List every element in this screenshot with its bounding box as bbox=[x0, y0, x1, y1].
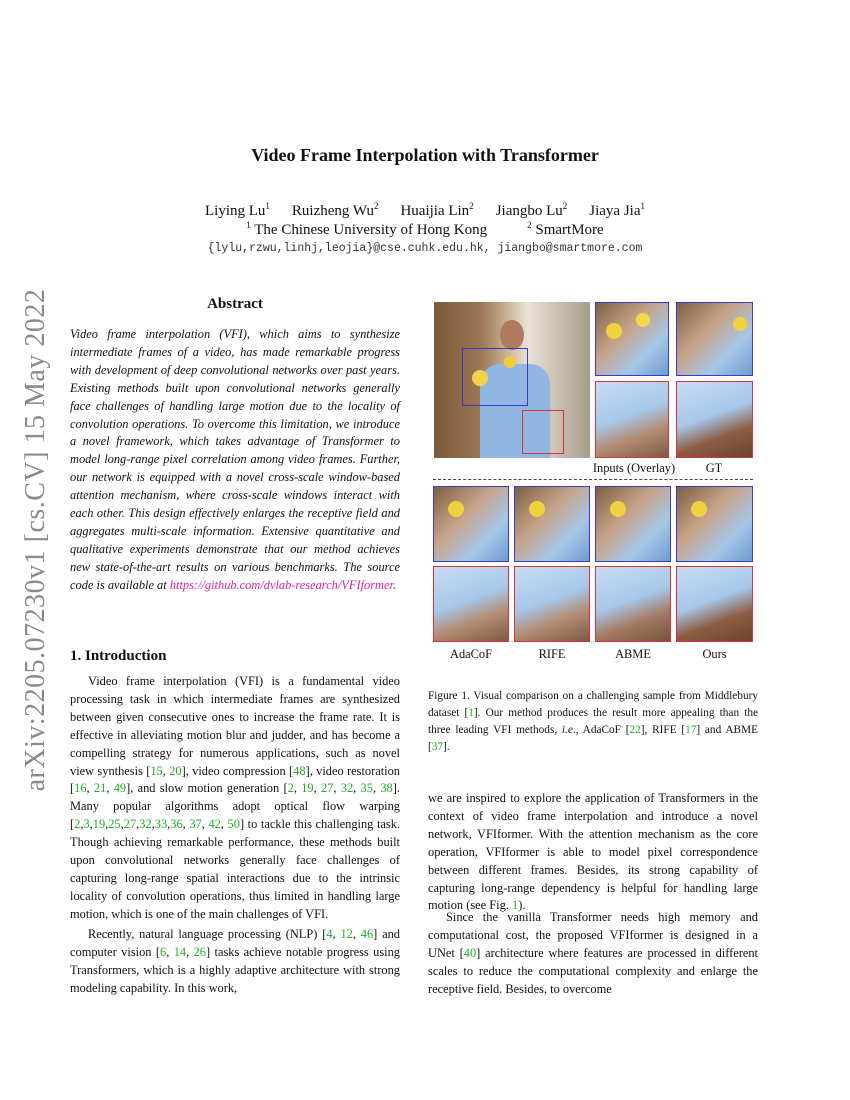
text-run: , bbox=[105, 817, 109, 832]
affiliation-number: 1 bbox=[246, 220, 251, 230]
text-run: Video frame interpolation (VFI) is a fundamental video processing task in which intermediate frames are synthesized between given consecutive ones to increase the frame rate. It is effective in alleviating motion blur and judder, and has become a compelling strategy for numerous applications, such as novel view synthesis [ bbox=[70, 674, 400, 778]
figure-abme-red-crop bbox=[595, 566, 671, 642]
figure-label-adacof: AdaCoF bbox=[450, 647, 492, 661]
citation-link[interactable]: 35 bbox=[360, 781, 373, 796]
text-run: , bbox=[353, 781, 361, 796]
text-run: , bbox=[293, 781, 302, 796]
text-run: Recently, natural language processing (NLP) [ bbox=[88, 927, 327, 941]
figure-divider bbox=[433, 479, 753, 480]
text-run: ] tasks achieve notable progress using Transformers, which is a highly adaptive architecture with strong modeling capability. In this work, bbox=[70, 944, 400, 995]
citation-link[interactable]: 48 bbox=[293, 763, 306, 778]
author-name: Jiangbo Lu$^2$ bbox=[495, 201, 568, 219]
text-run: , bbox=[106, 781, 114, 796]
figure-adacof-red-crop bbox=[433, 566, 509, 642]
citation-link[interactable]: 19 bbox=[92, 817, 106, 832]
citation-link[interactable]: 12 bbox=[340, 927, 353, 941]
figure-rife-blue-crop bbox=[514, 486, 590, 562]
section-heading-introduction: 1. Introduction bbox=[70, 648, 167, 664]
author-name: Liying Lu$^1$ bbox=[205, 201, 270, 219]
figure-adacof-blue-crop bbox=[433, 486, 509, 562]
figure-caption bbox=[428, 688, 758, 756]
citation-link[interactable]: 37 bbox=[189, 817, 202, 832]
citation-link[interactable]: 14 bbox=[173, 944, 187, 959]
citation-link[interactable]: 6 bbox=[160, 944, 167, 959]
citation-link[interactable]: 22 bbox=[629, 724, 641, 736]
text-run: , bbox=[220, 817, 228, 832]
intro-paragraph-2 bbox=[70, 926, 400, 998]
citation-link[interactable]: 2 bbox=[287, 781, 294, 796]
intro-paragraph-1 bbox=[70, 673, 400, 924]
text-run: , bbox=[186, 944, 194, 959]
text-run: , bbox=[166, 944, 174, 959]
figure-input-red-crop bbox=[595, 381, 669, 458]
arxiv-id: arXiv:2205.07230v1 [cs.CV] 15 May 2022 bbox=[20, 288, 51, 792]
figure-gt-red-crop bbox=[676, 381, 753, 458]
text-run: Figure 1. Visual comparison on a challenging sample from Middlebury dataset [ bbox=[428, 690, 758, 719]
citation-link[interactable]: 4 bbox=[326, 927, 333, 941]
text-run: , bbox=[86, 781, 94, 796]
figure-rife-red-crop bbox=[514, 566, 590, 642]
text-run: ). bbox=[518, 898, 526, 913]
text-run: ], video compression [ bbox=[181, 763, 294, 778]
citation-link[interactable]: 21 bbox=[93, 781, 107, 796]
citation-link[interactable]: 32 bbox=[340, 781, 354, 796]
citation-link[interactable]: 1 bbox=[468, 707, 474, 719]
citation-link[interactable]: 42 bbox=[208, 817, 221, 832]
figure-label-gt: GT bbox=[705, 461, 723, 475]
figure-label-ours: Ours bbox=[702, 647, 727, 661]
text-run: , bbox=[333, 781, 341, 796]
text-run: , bbox=[167, 817, 171, 832]
figure-label-abme: ABME bbox=[615, 647, 651, 661]
text-run: ]. Many popular algorithms adopt optical flow warping [ bbox=[70, 781, 400, 832]
text-run: we are inspired to explore the application of Transformers in the context of video frame interpolation and introduce a novel network, VFIformer. With the attention mechanism as the core operation, VFIformer is able to model pixel correspondence between different frames. Besides, its strong capability of capturing long-range dependency is helpful for handling large motion (see Fig. bbox=[428, 791, 758, 913]
abstract-body bbox=[70, 326, 400, 595]
intro-paragraph-3 bbox=[428, 790, 758, 915]
figure-gt-blue-crop bbox=[676, 302, 753, 376]
figure-label-rife: RIFE bbox=[538, 647, 566, 661]
citation-link[interactable]: 3 bbox=[83, 817, 90, 832]
citation-link[interactable]: 49 bbox=[113, 781, 127, 796]
text-run: ], and slow motion generation [ bbox=[126, 781, 288, 796]
abstract-end: . bbox=[392, 577, 397, 592]
text-run: , bbox=[80, 817, 84, 832]
citation-link[interactable]: 32 bbox=[139, 817, 152, 832]
citation-link[interactable]: 2 bbox=[74, 817, 81, 832]
figure-ours-red-crop bbox=[676, 566, 753, 642]
figure-input-blue-crop bbox=[595, 302, 669, 376]
text-run: ., AdaCoF [ bbox=[572, 724, 630, 736]
text-run: ] and computer vision [ bbox=[70, 927, 400, 959]
citation-link[interactable]: 36 bbox=[170, 817, 183, 832]
citation-link[interactable]: 40 bbox=[463, 945, 477, 960]
author-emails: {lylu,rzwu,linhj,leojia}@cse.cuhk.edu.hk, jiangbo@smartmore.com bbox=[207, 242, 643, 255]
text-run: , bbox=[89, 817, 93, 832]
citation-link[interactable]: 26 bbox=[193, 944, 206, 959]
citation-link[interactable]: 33 bbox=[154, 817, 168, 832]
citation-link[interactable]: 27 bbox=[123, 817, 137, 832]
text-run: ]. Our method produces the result more appealing than the three leading VFI methods, bbox=[428, 707, 759, 736]
text-run: ], video restoration [ bbox=[70, 763, 401, 796]
author-name: Huaijia Lin$^2$ bbox=[400, 201, 474, 219]
intro-paragraph-4 bbox=[428, 909, 758, 999]
text-run: , bbox=[201, 817, 209, 832]
author-affiliation-mark: 2 bbox=[373, 201, 379, 211]
abstract-heading: Abstract bbox=[207, 296, 263, 312]
citation-link[interactable]: 25 bbox=[108, 817, 121, 832]
text-run: , bbox=[120, 817, 124, 832]
figure-ours-blue-crop bbox=[676, 486, 753, 562]
citation-link[interactable]: 16 bbox=[74, 781, 87, 796]
citation-link[interactable]: 27 bbox=[320, 781, 334, 796]
figure-abme-blue-crop bbox=[595, 486, 671, 562]
text-run: , bbox=[352, 927, 361, 941]
text-run: ] to tackle this challenging task. Though achieving remarkable performance, these methods built upon convolutional networks generally face challenges of capturing long-range spatial interactions due to the intrinsic locality of convolution operations, thus limited in handling large motion, which is one of the main challenges of VFI. bbox=[70, 817, 401, 921]
author-affiliation-mark: 2 bbox=[562, 201, 568, 211]
author-name: Ruizheng Wu$^2$ bbox=[291, 201, 379, 219]
text-run: , bbox=[313, 781, 321, 796]
paper-title: Video Frame Interpolation with Transformer bbox=[251, 145, 599, 165]
citation-link[interactable]: 46 bbox=[360, 927, 374, 941]
source-code-link[interactable]: https://github.com/dvlab-research/VFIformer bbox=[169, 577, 393, 592]
affiliation-name: SmartMore bbox=[531, 222, 604, 238]
citation-link[interactable]: 17 bbox=[685, 724, 697, 736]
affiliation-number: 2 bbox=[527, 220, 532, 230]
author-affiliation-mark: 1 bbox=[640, 201, 645, 211]
citation-link[interactable]: 50 bbox=[227, 817, 240, 832]
text-run: , bbox=[151, 817, 155, 832]
citation-link[interactable]: 20 bbox=[169, 763, 182, 778]
text-run: ], RIFE [ bbox=[640, 724, 686, 736]
text-run: ] and ABME [ bbox=[428, 724, 758, 753]
author-name: Jiaya Jia$^1$ bbox=[589, 201, 645, 219]
affiliation-list bbox=[0, 220, 850, 239]
text-run: Since the vanilla Transformer needs high memory and computational cost, the proposed VFIformer is designed in a UNet [ bbox=[428, 910, 758, 960]
author-list bbox=[0, 201, 850, 220]
citation-link[interactable]: 38 bbox=[380, 781, 393, 796]
abstract-text: Video frame interpolation (VFI), which aims to synthesize intermediate frames of a video, has made remarkable progress with development of deep convolutional networks over past years. Existing methods built upon convolutional networks generally face challenges of handling large motion due to the locality of convolution operations. To overcome this limitation, we introduce a novel framework, which takes advantage of Transformer to model long-range pixel correlation among video frames. Further, our network is equipped with a novel cross-scale window-based attention mechanism, where cross-scale windows interact with each other. This design effectively enlarges the receptive field and aggregates multi-scale information. Extensive quantitative and qualitative experiments demonstrate that our method achieves new state-of-the-art results on various benchmarks. The source code is available at bbox=[70, 327, 400, 592]
author-affiliation-mark: 1 bbox=[265, 201, 270, 211]
affiliation-name: The Chinese University of Hong Kong bbox=[250, 222, 488, 238]
arxiv-sidebar-stamp bbox=[14, 280, 58, 800]
text-run: , bbox=[182, 817, 190, 832]
text-run: ] architecture where features are processed in different scales to reduce the computational complexity and enlarge the receptive field. Besides, to overcome bbox=[428, 945, 758, 996]
italic-text: i.e bbox=[561, 724, 573, 736]
citation-link[interactable]: 19 bbox=[301, 781, 314, 796]
citation-link[interactable]: 37 bbox=[431, 741, 444, 753]
text-run: , bbox=[372, 781, 381, 796]
text-run: ]. bbox=[443, 741, 450, 753]
figure-input-overlay-image bbox=[434, 302, 590, 458]
text-run: , bbox=[136, 817, 140, 832]
text-run: , bbox=[162, 763, 170, 778]
text-run: , bbox=[332, 927, 341, 941]
author-affiliation-mark: 2 bbox=[469, 201, 474, 211]
citation-link[interactable]: 1 bbox=[511, 898, 519, 913]
citation-link[interactable]: 15 bbox=[150, 763, 163, 778]
figure-label-inputs: Inputs (Overlay) bbox=[592, 461, 676, 475]
